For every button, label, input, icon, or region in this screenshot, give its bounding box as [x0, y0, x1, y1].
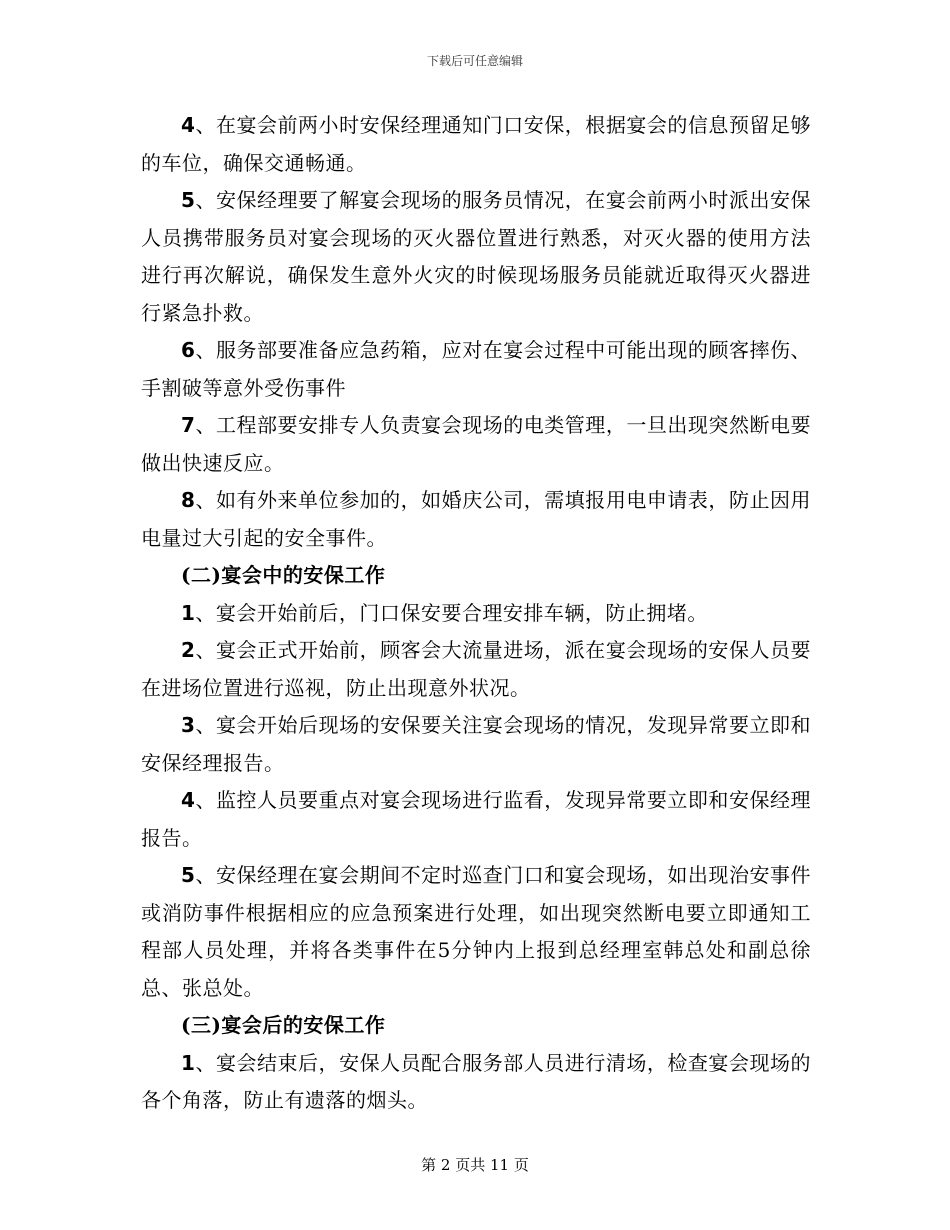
- item-text: 、在宴会前两小时安保经理通知门口安保，根据宴会的信息预留足够的车位，确保交通畅通。: [141, 113, 811, 175]
- item-text: 、安保经理要了解宴会现场的服务员情况，在宴会前两小时派出安保人员携带服务员对宴会现场的灭火器位置进行熟悉，对灭火器的使用方法进行再次解说，确保发生意外火灾的时候现场服务员能就近取得灭火器进行紧急扑救。: [141, 188, 811, 325]
- section3-item-1: [141, 1045, 811, 1120]
- item-number: 8: [181, 488, 196, 512]
- page-header: 下载后可任意编辑: [426, 54, 523, 68]
- paragraph-item-7: [141, 407, 811, 482]
- item-number: 1: [181, 1050, 196, 1075]
- item-text: 、宴会正式开始前，顾客会大流量进场，派在宴会现场的安保人员要在进场位置进行巡视，防止出现意外状况。: [141, 638, 811, 700]
- item-number: 3: [181, 713, 196, 737]
- item-text: 、宴会结束后，安保人员配合服务部人员进行清场，检查宴会现场的各个角落，防止有遗落的烟头。: [141, 1050, 811, 1112]
- document-body: [141, 107, 811, 1120]
- item-number: 5: [181, 863, 196, 887]
- page-footer: 第 2 页共 11 页: [421, 1156, 529, 1174]
- item-text: 、安保经理在宴会期间不定时巡查门口和宴会现场，如出现治安事件或消防事件根据相应的应急预案进行处理，如出现突然断电要立即通知工程部人员处理，并将各类事件在5分钟内上报到总经理室韩总处和副总徐总、张总处。: [141, 863, 811, 1000]
- paragraph-item-4: [141, 107, 811, 182]
- item-number: 5: [181, 188, 196, 212]
- item-number: 6: [181, 338, 196, 362]
- section2-item-2: [141, 632, 811, 707]
- item-text: 、服务部要准备应急药箱，应对在宴会过程中可能出现的顾客摔伤、手割破等意外受伤事件: [141, 338, 811, 400]
- section-heading-after-banquet: (三)宴会后的安保工作: [181, 1013, 386, 1037]
- section-heading-during-banquet: (二)宴会中的安保工作: [181, 563, 386, 587]
- item-text: 、监控人员要重点对宴会现场进行监看，发现异常要立即和安保经理报告。: [141, 788, 811, 850]
- item-text: 、如有外来单位参加的，如婚庆公司，需填报用电申请表，防止因用电量过大引起的安全事件。: [141, 488, 811, 550]
- section2-item-4: [141, 782, 811, 857]
- section2-item-1: [141, 595, 811, 633]
- paragraph-item-6: [141, 332, 811, 407]
- item-number: 4: [181, 113, 196, 137]
- section2-item-5: [141, 857, 811, 1007]
- item-number: 1: [181, 600, 196, 625]
- paragraph-item-5: [141, 182, 811, 332]
- item-number: 4: [181, 788, 196, 812]
- item-text: 、宴会开始后现场的安保要关注宴会现场的情况，发现异常要立即和安保经理报告。: [141, 713, 811, 775]
- item-number: 2: [181, 638, 196, 662]
- item-number: 7: [181, 413, 196, 437]
- item-text: 、宴会开始前后，门口保安要合理安排车辆，防止拥堵。: [195, 600, 708, 625]
- item-text: 、工程部要安排专人负责宴会现场的电类管理，一旦出现突然断电要做出快速反应。: [141, 413, 811, 475]
- section2-item-3: [141, 707, 811, 782]
- paragraph-item-8: [141, 482, 811, 557]
